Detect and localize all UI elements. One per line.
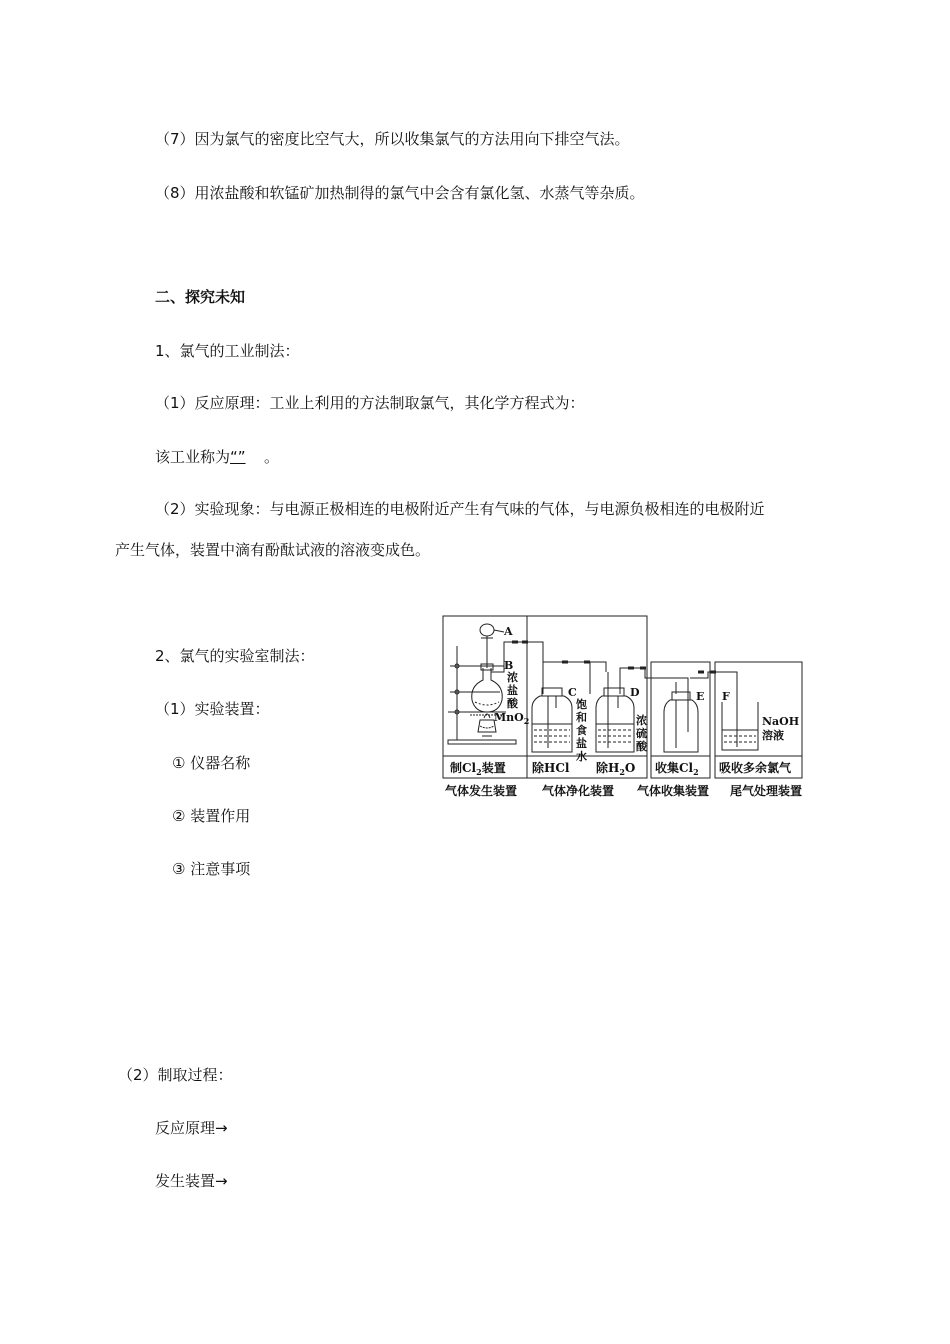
caption-collect-prefix: 收集Cl	[655, 761, 694, 775]
label-c: C	[568, 686, 577, 699]
list-item: ② 装置作用	[172, 807, 251, 825]
list-item: ① 仪器名称	[172, 754, 251, 772]
item-7: （7）因为氯气的密度比空气大，所以收集氯气的方法用向下排空气法。	[155, 130, 630, 148]
reaction-principle: （1）反应原理：工业上利用的方法制取氯气，其化学方程式为：	[155, 394, 585, 412]
caption-make-prefix: 制Cl	[450, 761, 477, 775]
separatory-funnel	[480, 624, 504, 668]
preparation-process: （2）制取过程：	[118, 1066, 233, 1084]
label-tail-gas: 尾气处理装置	[730, 784, 803, 798]
label-e: E	[696, 690, 705, 703]
label-brine-2: 和	[576, 711, 587, 724]
caption-remove-h2o	[596, 760, 635, 777]
chlorine-apparatus-diagram	[440, 612, 820, 804]
caption-h2o-prefix: 除H	[596, 761, 620, 775]
round-bottom-flask	[472, 664, 504, 712]
wash-bottle-d	[596, 688, 634, 752]
label-mno2	[494, 711, 529, 726]
industry-name-blank: “”	[230, 448, 246, 466]
label-mno2-text: MnO	[494, 711, 524, 724]
caption-absorb: 吸收多余氯气	[719, 761, 792, 775]
caption-h2o-sub: 2	[619, 767, 625, 777]
caption-make-cl2	[450, 760, 506, 777]
label-brine-4: 盐	[576, 737, 587, 750]
label-brine-5: 水	[576, 750, 587, 763]
caption-collect-sub: 2	[693, 767, 699, 777]
experiment-apparatus: （1）实验装置：	[155, 700, 270, 718]
caption-make-suffix: 装置	[481, 761, 506, 775]
item-8: （8）用浓盐酸和软锰矿加热制得的氯气中会含有氯化氢、水蒸气等杂质。	[155, 184, 645, 202]
label-solution: 溶液	[762, 729, 784, 742]
label-f: F	[722, 690, 730, 703]
section-heading: 二、探究未知	[155, 288, 246, 306]
label-b: B	[504, 659, 514, 672]
label-mno2-sub: 2	[523, 716, 530, 726]
label-hcl-2: 盐	[507, 684, 518, 697]
label-naoh: NaOH	[762, 715, 800, 728]
label-gas-generation: 气体发生装置	[445, 784, 518, 798]
caption-collect-cl2	[655, 760, 699, 777]
purification-frame	[527, 616, 647, 778]
label-h2so4-1: 浓	[636, 714, 647, 727]
industry-name-prefix: 该工业称为	[155, 448, 231, 466]
wash-bottle-c	[532, 688, 572, 752]
label-hcl-1: 浓	[507, 671, 518, 684]
caption-remove-hcl: 除HCl	[532, 761, 570, 775]
label-gas-purification: 气体净化装置	[542, 784, 615, 798]
phenomenon-line-1: （2）实验现象：与电源正极相连的电极附近产生有气味的气体，与电源负极相连的电极附近	[155, 500, 765, 518]
beaker-f	[722, 702, 758, 750]
industry-name-suffix: 。	[264, 448, 280, 466]
label-h2so4-3: 酸	[636, 740, 647, 753]
caption-h2o-suffix: O	[624, 761, 636, 775]
label-gas-collection: 气体收集装置	[637, 784, 710, 798]
label-a: A	[504, 625, 513, 638]
label-hcl-3: 酸	[507, 697, 518, 710]
label-brine-3: 食	[576, 724, 587, 737]
label-d: D	[630, 686, 640, 699]
label-h2so4-2: 硫	[636, 727, 647, 740]
phenomenon-line-2: 产生气体，装置中滴有酚酞试液的溶液变成色。	[115, 541, 431, 559]
industry-name	[155, 446, 279, 468]
heading-industrial: 1、氯气的工业制法：	[155, 342, 300, 360]
step-generator: 发生装置→	[155, 1172, 228, 1190]
heading-lab: 2、氯气的实验室制法：	[155, 647, 315, 665]
label-brine-1: 饱	[576, 698, 587, 711]
caption-make-sub: 2	[476, 767, 482, 777]
step-principle: 反应原理→	[155, 1119, 228, 1137]
collection-bottle-e	[664, 692, 698, 752]
list-item: ③ 注意事项	[172, 860, 251, 878]
